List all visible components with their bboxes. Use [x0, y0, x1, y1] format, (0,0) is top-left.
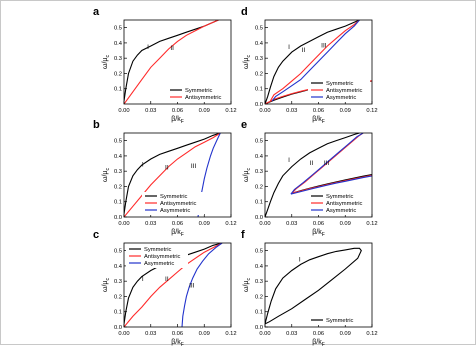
y-tick-label: 0.3 [254, 279, 263, 286]
curve-label-I: I [288, 44, 290, 52]
legend-label: Antisymmetric [326, 88, 363, 94]
y-tick-label: 0.3 [254, 56, 263, 63]
x-tick-label: 0.09 [198, 221, 210, 227]
y-tick-label: 0.1 [254, 309, 263, 316]
panel-label: c [93, 229, 100, 241]
legend-label: Symmetric [326, 318, 354, 324]
legend-label: Asymmetric [144, 261, 175, 267]
legend-label: Antisymmetric [160, 201, 197, 207]
chart-panel-a [93, 6, 237, 125]
x-axis-label: $\beta/k_F$ [312, 229, 325, 238]
y-tick-label: 0.2 [254, 184, 263, 191]
y-axis-label: $\omega/\mu_c$ [243, 55, 252, 69]
x-tick-label: 0.03 [145, 108, 157, 114]
y-tick-label: 0.3 [113, 279, 122, 286]
curve-label-I: I [147, 44, 149, 52]
y-tick-label: 0.5 [254, 25, 263, 32]
y-tick-label: 0.2 [254, 294, 263, 301]
y-tick-label: 0.1 [254, 86, 263, 93]
legend-label: Asymmetric [326, 208, 357, 214]
y-tick-label: 0.5 [254, 138, 263, 145]
legend-label: Asymmetric [326, 95, 357, 101]
y-axis-label: $\omega/\mu_c$ [102, 168, 111, 182]
y-tick-label: 0.1 [113, 309, 122, 316]
x-tick-label: 0.09 [198, 108, 210, 114]
x-tick-label: 0.00 [118, 108, 130, 114]
panel-label: b [93, 119, 100, 131]
x-tick-label: 0.03 [286, 108, 298, 114]
curve-label-II: II [301, 47, 306, 55]
x-tick-label: 0.09 [339, 221, 351, 227]
curve-label-III: III [189, 282, 195, 290]
y-tick-label: 0.4 [254, 40, 263, 47]
y-tick-label: 0.2 [113, 294, 122, 301]
x-tick-label: 0.12 [366, 221, 378, 227]
y-tick-label: 0.4 [113, 40, 122, 47]
y-tick-label: 0.5 [113, 248, 122, 255]
panel-label: a [93, 6, 100, 18]
legend [308, 316, 370, 325]
series-line-symmetric [265, 248, 361, 324]
y-tick-label: 0.5 [113, 138, 122, 145]
y-tick-label: 0.0 [113, 325, 122, 331]
legend-label: Antisymmetric [326, 201, 363, 207]
x-tick-label: 0.12 [225, 331, 237, 337]
y-tick-label: 0.0 [254, 325, 263, 331]
x-tick-label: 0.00 [259, 108, 271, 114]
x-tick-label: 0.06 [171, 108, 184, 114]
legend [308, 192, 370, 215]
legend [126, 245, 188, 268]
x-tick-label: 0.06 [312, 108, 325, 114]
y-tick-label: 0.1 [113, 86, 122, 93]
legend-label: Symmetric [326, 194, 354, 200]
x-axis-label: $\beta/k_F$ [171, 116, 184, 125]
x-tick-label: 0.09 [198, 331, 210, 337]
y-tick-label: 0.4 [254, 153, 263, 160]
x-tick-label: 0.03 [145, 221, 157, 227]
curve-label-II: II [309, 160, 314, 168]
curve-label-I: I [141, 276, 144, 284]
legend-label: Symmetric [185, 88, 213, 94]
chart-panel-d [241, 6, 378, 125]
legend [308, 79, 370, 102]
y-tick-label: 0.4 [113, 153, 122, 160]
y-tick-label: 0.0 [254, 215, 263, 221]
x-axis-label: $\beta/k_F$ [312, 339, 325, 346]
y-tick-label: 0.2 [113, 184, 122, 191]
x-tick-label: 0.00 [259, 331, 271, 337]
x-tick-label: 0.00 [118, 331, 130, 337]
y-axis-label: $\omega/\mu_c$ [243, 168, 252, 182]
y-tick-label: 0.0 [254, 102, 263, 108]
curve-label-I: I [288, 157, 290, 165]
x-tick-label: 0.03 [286, 221, 298, 227]
curve-label-II: II [170, 44, 174, 52]
y-axis-label: $\omega/\mu_c$ [102, 55, 111, 69]
y-tick-label: 0.4 [113, 263, 122, 270]
x-tick-label: 0.12 [225, 108, 237, 114]
y-tick-label: 0.1 [254, 199, 263, 206]
x-tick-label: 0.00 [118, 221, 130, 227]
y-tick-label: 0.4 [254, 263, 263, 270]
legend [142, 192, 204, 215]
y-tick-label: 0.3 [113, 56, 122, 63]
series-line-asymmetric-lower- [291, 176, 372, 194]
figure-canvas [1, 1, 476, 346]
curve-label-III: III [323, 160, 330, 168]
legend-label: Antisymmetric [185, 95, 222, 101]
y-tick-label: 0.5 [113, 25, 122, 32]
y-axis-label: $\omega/\mu_c$ [243, 278, 252, 292]
legend-label: Symmetric [144, 247, 172, 253]
x-axis-label: $\beta/k_F$ [171, 229, 184, 238]
x-tick-label: 0.12 [366, 108, 378, 114]
legend-label: Symmetric [160, 194, 188, 200]
y-axis-label: $\omega/\mu_c$ [102, 278, 111, 292]
y-tick-label: 0.1 [113, 199, 122, 206]
y-tick-label: 0.2 [254, 71, 263, 78]
curve-label-II: II [165, 164, 169, 172]
legend-label: Antisymmetric [144, 254, 181, 260]
curve-label-I: I [298, 256, 301, 264]
x-tick-label: 0.06 [312, 221, 325, 227]
curve-label-III: III [321, 42, 327, 50]
x-tick-label: 0.09 [339, 108, 351, 114]
y-tick-label: 0.2 [113, 71, 122, 78]
x-tick-label: 0.03 [145, 331, 157, 337]
chart-panel-c [93, 229, 237, 346]
legend-label: Asymmetric [160, 208, 191, 214]
y-tick-label: 0.0 [113, 215, 122, 221]
chart-panel-b [93, 119, 237, 238]
x-tick-label: 0.00 [259, 221, 271, 227]
curve-label-I: I [141, 161, 144, 169]
x-axis-label: $\beta/k_F$ [171, 339, 184, 346]
chart-panel-e [241, 119, 378, 238]
y-tick-label: 0.3 [254, 169, 263, 176]
x-tick-label: 0.12 [366, 331, 378, 337]
x-tick-label: 0.03 [286, 331, 298, 337]
panel-label: d [241, 6, 248, 18]
x-tick-label: 0.06 [171, 331, 184, 337]
panel-label: f [241, 229, 245, 241]
legend-label: Symmetric [326, 81, 354, 87]
y-tick-label: 0.5 [254, 248, 263, 255]
x-tick-label: 0.12 [225, 221, 237, 227]
x-tick-label: 0.06 [312, 331, 325, 337]
curve-label-III: III [190, 163, 197, 171]
legend [167, 86, 229, 102]
x-axis-label: $\beta/k_F$ [312, 116, 325, 125]
curve-label-II: II [165, 276, 169, 284]
x-tick-label: 0.06 [171, 221, 184, 227]
series-line-asymmetric [182, 243, 222, 327]
chart-panel-f [241, 229, 378, 346]
y-tick-label: 0.3 [113, 169, 122, 176]
x-tick-label: 0.09 [339, 331, 351, 337]
panel-label: e [241, 119, 248, 131]
